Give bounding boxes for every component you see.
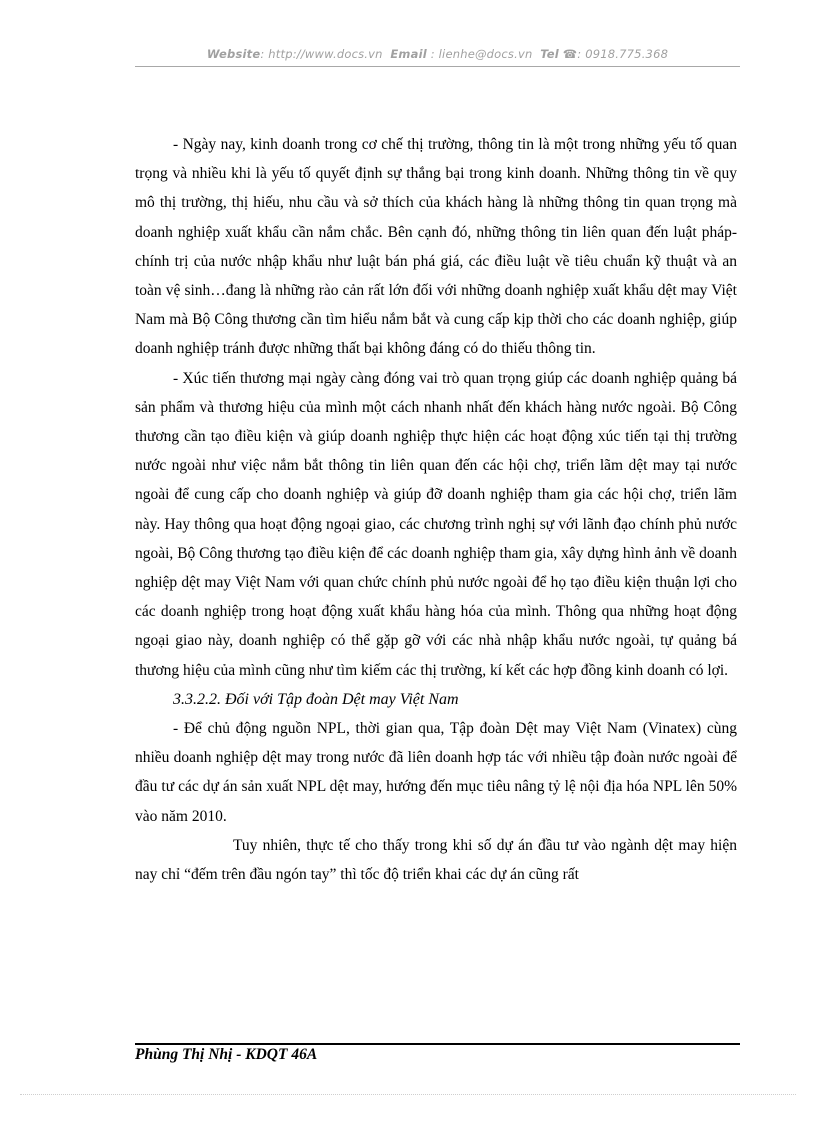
- email-value: : lienhe@docs.vn: [430, 47, 533, 61]
- footer-divider: [135, 1043, 740, 1045]
- telephone-icon: ☎: [562, 47, 578, 61]
- header-divider: [135, 66, 740, 67]
- email-label: Email: [390, 47, 427, 61]
- page-header: [135, 47, 740, 61]
- page-edge-divider: [20, 1094, 796, 1095]
- tel-value: : 0918.775.368: [577, 47, 669, 61]
- paragraph-npl: - Để chủ động nguồn NPL, thời gian qua, Tập đoàn Dệt may Việt Nam (Vinatex) cùng nhiều doanh nghiệp dệt may trong nước đã liên doanh hợp tác với nhiều tập đoàn nước ngoài để đầu tư các dự án sản xuất NPL dệt may, hướng đến mục tiêu nâng tỷ lệ nội địa hóa NPL lên 50% vào năm 2010.: [135, 720, 737, 825]
- tel-label: Tel: [540, 47, 559, 61]
- paragraph-trade-promotion: - Xúc tiến thương mại ngày càng đóng vai trò quan trọng giúp các doanh nghiệp quảng bá sản phẩm và thương hiệu của mình một cách nhanh nhất đến khách hàng nước ngoài. Bộ Công thương cần tạo điều kiện và giúp doanh nghiệp thực hiện các hoạt động xúc tiến tại thị trường nước ngoài như việc nắm bắt thông tin liên quan đến các hội chợ, triển lãm dệt may tại nước ngoài để cung cấp cho doanh nghiệp và giúp đỡ doanh nghiệp tham gia các hội chợ, triển lãm này. Hay thông qua hoạt động ngoại giao, các chương trình nghị sự với lãnh đạo chính phủ nước ngoài, Bộ Công thương tạo điều kiện để các doanh nghiệp tham gia, xây dựng hình ảnh về doanh nghiệp dệt may Việt Nam với quan chức chính phủ nước ngoài để họ tạo điều kiện thuận lợi cho các doanh nghiệp trong hoạt động xuất khẩu hàng hóa của mình. Thông qua những hoạt động ngoại giao này, doanh nghiệp có thể gặp gỡ với các nhà nhập khẩu nước ngoài, tự quảng bá thương hiệu của mình cũng như tìm kiếm các thị trường, kí kết các hợp đồng kinh doanh có lợi.: [135, 369, 737, 679]
- paragraph-however: Tuy nhiên, thực tế cho thấy trong khi số dự án đầu tư vào ngành dệt may hiện nay chỉ “đếm trên đầu ngón tay” thì tốc độ triển khai các dự án cũng rất: [135, 836, 737, 884]
- footer-author: Phùng Thị Nhị - KDQT 46A: [135, 1046, 318, 1063]
- website-label: Website: [206, 47, 261, 61]
- document-body: [135, 130, 737, 889]
- paragraph-information: - Ngày nay, kinh doanh trong cơ chế thị trường, thông tin là một trong những yếu tố quan trọng và nhiều khi là yếu tố quyết định sự thắng bại trong kinh doanh. Những thông tin về quy mô thị trường, thị hiếu, nhu cầu và sở thích của khách hàng là những thông tin quan trọng mà doanh nghiệp xuất khẩu cần nắm chắc. Bên cạnh đó, những thông tin liên quan đến luật pháp- chính trị của nước nhập khẩu như luật bán phá giá, các điều luật về tiêu chuẩn kỹ thuật và an toàn vệ sinh…đang là những rào cản rất lớn đối với những doanh nghiệp xuất khẩu dệt may Việt Nam mà Bộ Công thương cần tìm hiểu nắm bắt và cung cấp kịp thời cho các doanh nghiệp, giúp doanh nghiệp tránh được những thất bại không đáng có do thiếu thông tin.: [135, 136, 737, 358]
- website-value: : http://www.docs.vn: [260, 47, 383, 61]
- section-heading: 3.3.2.2. Đối với Tập đoàn Dệt may Việt Nam: [173, 690, 459, 708]
